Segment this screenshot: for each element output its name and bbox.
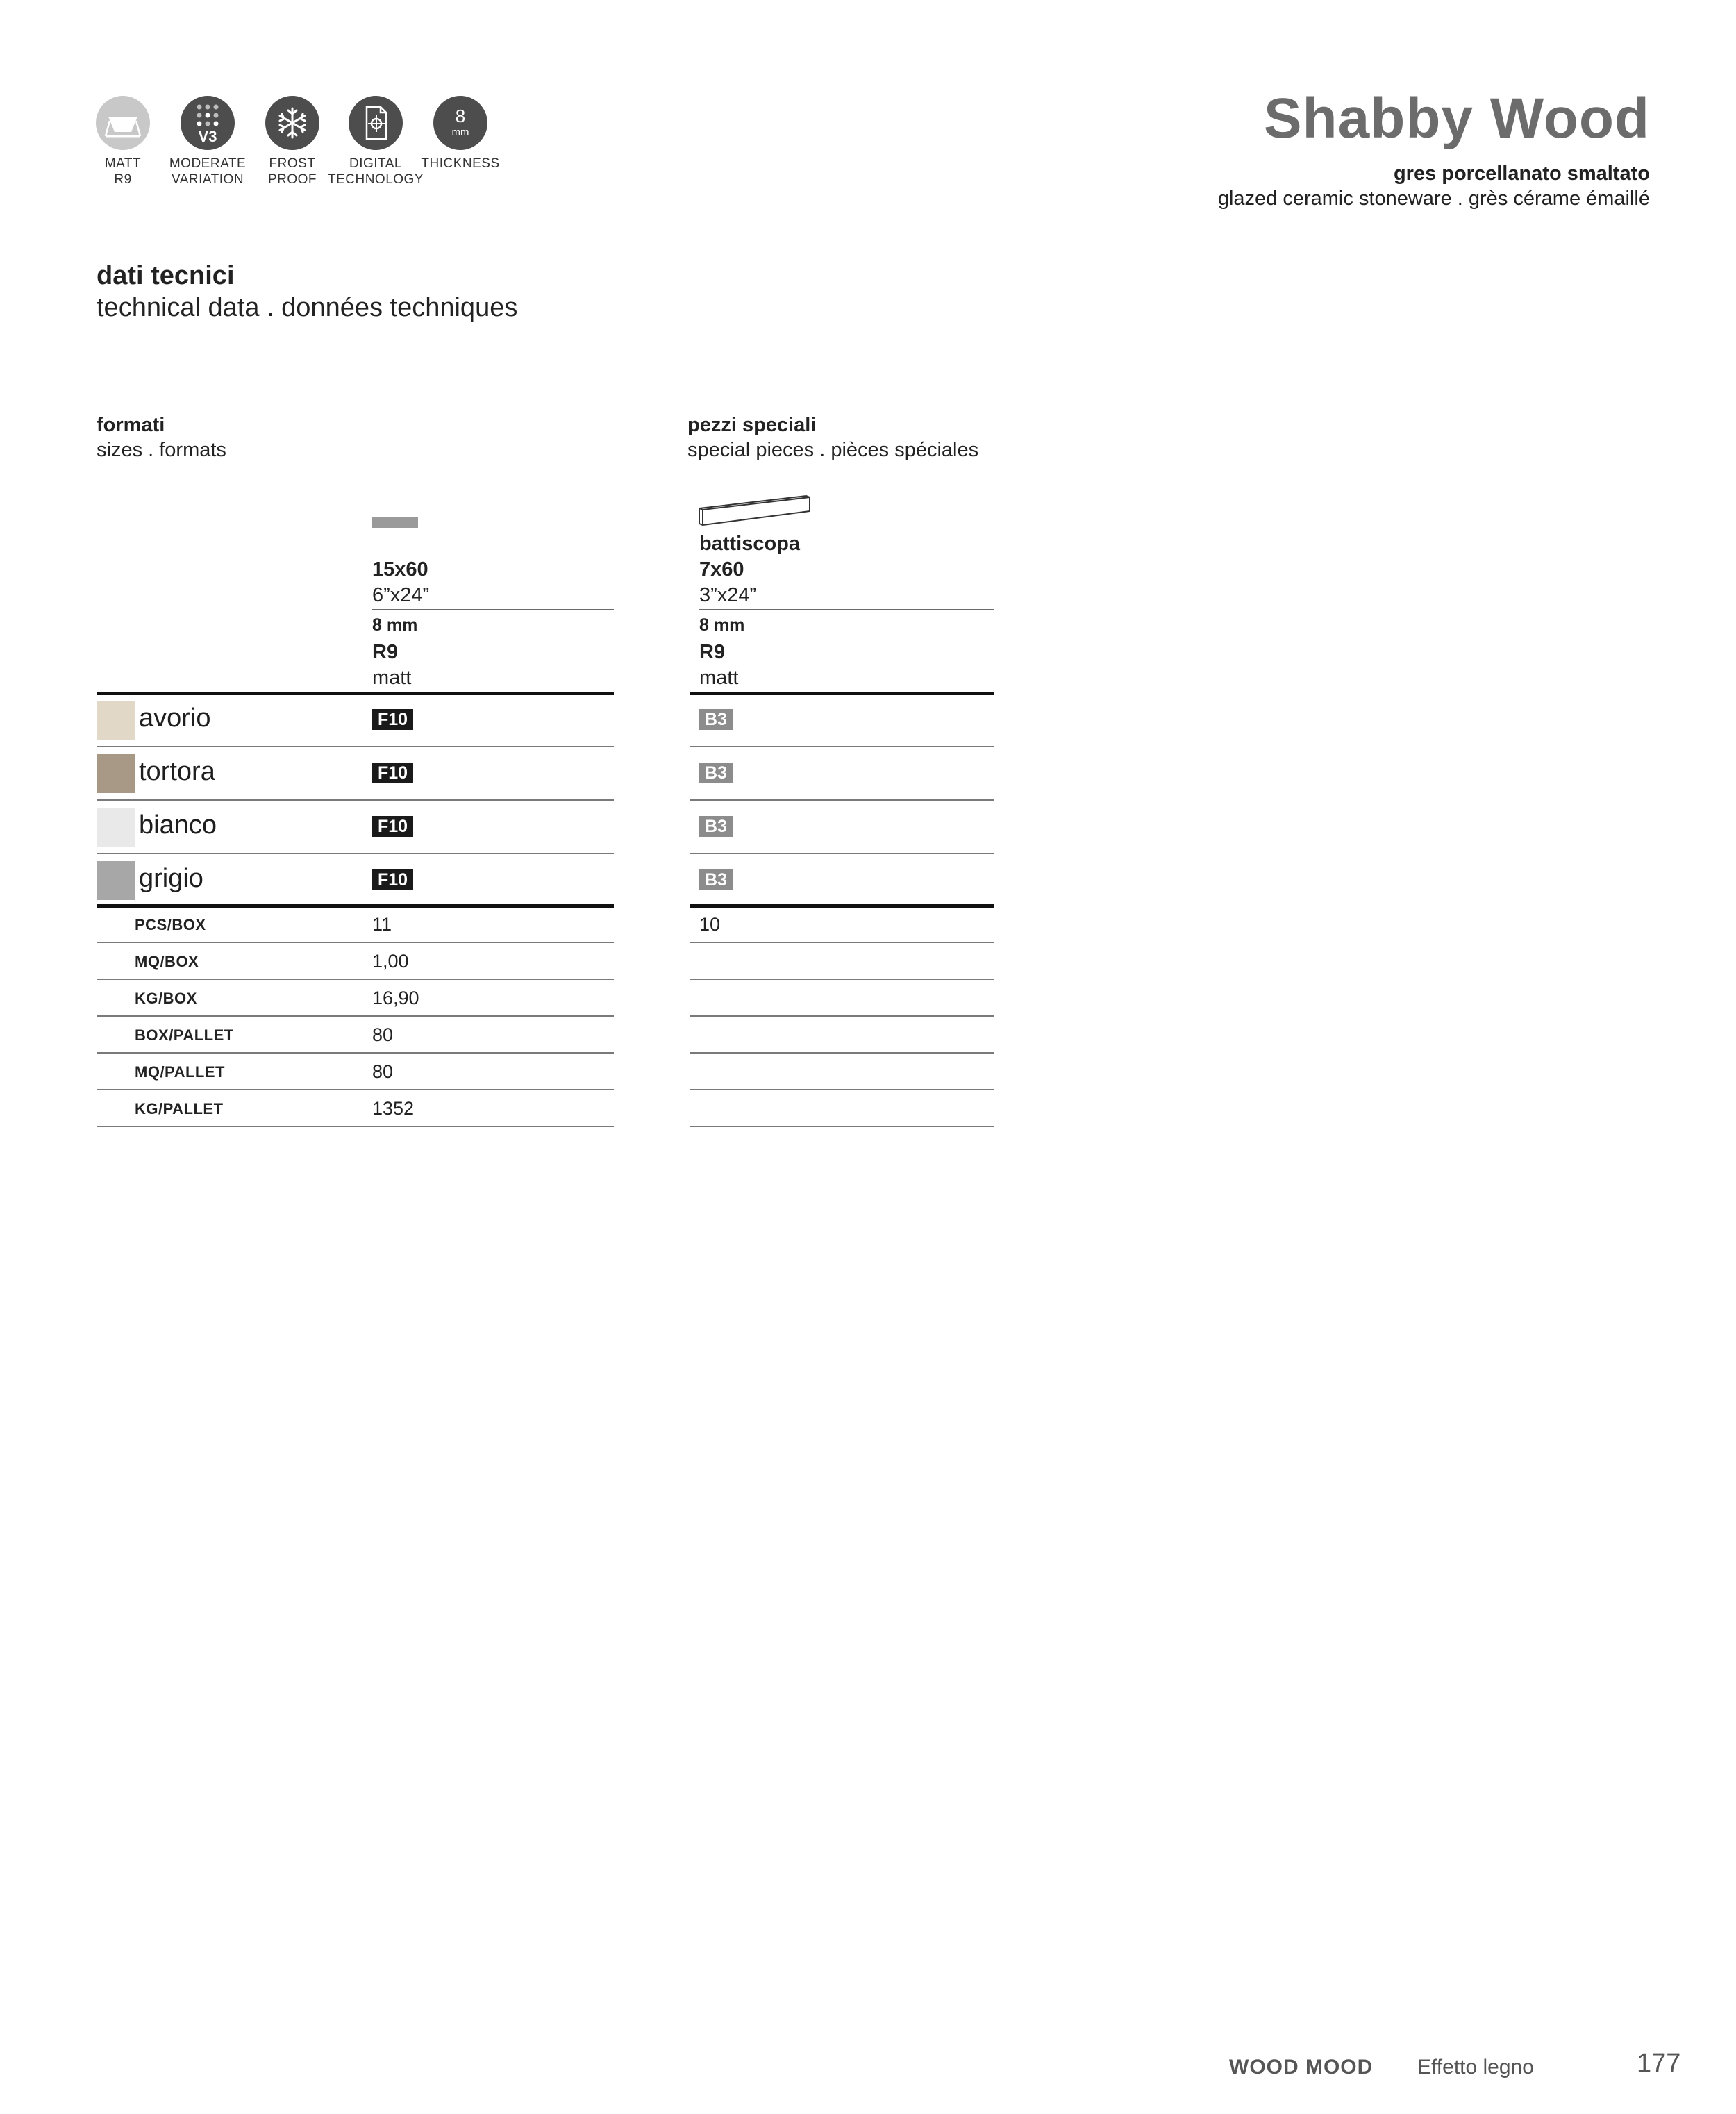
tile-format-icon [372,517,418,528]
format-properties [372,613,417,691]
table-top-rule [97,692,614,695]
packaging-format-value: 1,00 [372,951,409,972]
row-divider [97,1015,614,1017]
thickness-unit: mm [451,126,469,138]
special-size-inch: 3”x24” [699,584,757,606]
packaging-format-value: 16,90 [372,988,419,1008]
format-code-badge: F10 [372,709,413,730]
feature-matt [74,96,172,188]
feature-variation [159,96,256,188]
table-middle-rule [690,904,994,908]
packaging-label: KG/PALLET [135,1100,224,1117]
feature-digital-technology [327,96,424,188]
feature-label-line2: R9 [114,172,132,187]
row-divider [690,942,994,943]
row-divider [690,1052,994,1054]
packaging-label: PCS/BOX [135,916,206,933]
packaging-format-value: 80 [372,1061,394,1082]
row-divider [97,1126,614,1127]
packaging-label: MQ/PALLET [135,1063,225,1081]
packaging-format-value: 1352 [372,1098,415,1119]
table-top-rule [690,692,994,695]
formats-title: formati [97,414,165,436]
feature-label-line1: THICKNESS [421,156,500,171]
row-divider [690,979,994,980]
section-title: dati tecnici [97,261,235,290]
color-name: avorio [139,704,211,733]
special-pieces-subtitle: special pieces . pièces spéciales [687,439,979,461]
color-swatch-bianco [97,808,135,847]
row-divider [97,1052,614,1054]
row-divider [690,1015,994,1017]
format-size: 15x60 [372,558,428,581]
special-pieces-title: pezzi speciali [687,414,817,436]
feature-frost-proof [244,96,341,188]
format-slip-rating: R9 [372,641,399,663]
format-thickness: 8 mm [372,615,418,635]
packaging-label: MQ/BOX [135,953,199,970]
material-subtitle-it: gres porcellanato smaltato [1393,163,1650,185]
footer-brand: WOOD MOOD [1229,2056,1374,2079]
format-finish: matt [372,667,412,689]
table-middle-rule [97,904,614,908]
packaging-label: BOX/PALLET [135,1026,234,1044]
row-divider [97,979,614,980]
variation-icon [181,96,235,150]
feature-label-line1: DIGITAL [349,156,402,171]
page-title: Shabby Wood [1263,87,1650,150]
color-swatch-avorio [97,701,135,740]
feature-thickness [412,96,509,172]
formats-subtitle: sizes . formats [97,439,226,461]
section-subtitle: technical data . données techniques [97,293,518,322]
matt-surface-icon [96,96,150,150]
variation-badge: V3 [198,128,217,145]
special-slip-rating: R9 [699,641,726,663]
row-divider [690,1089,994,1090]
format-spec [372,557,429,608]
feature-label-line2: TECHNOLOGY [327,172,424,187]
packaging-special-value: 10 [699,914,721,935]
feature-label-line1: MODERATE [169,156,247,171]
special-code-badge: B3 [699,763,733,783]
material-subtitle-en-fr: glazed ceramic stoneware . grès cérame émaillé [1217,188,1650,210]
divider [372,609,614,610]
row-divider [97,1089,614,1090]
color-name: tortora [139,757,215,786]
color-swatch-tortora [97,754,135,793]
feature-label-line2: VARIATION [171,172,244,187]
special-spec [699,531,800,608]
format-code-badge: F10 [372,763,413,783]
digital-technology-icon [349,96,403,150]
special-properties [699,613,744,691]
footer-subtitle: Effetto legno [1417,2056,1534,2079]
row-divider [97,799,614,801]
row-divider [690,1126,994,1127]
format-code-badge: F10 [372,816,413,837]
color-swatch-grigio [97,861,135,900]
feature-label-line1: FROST [269,156,316,171]
snowflake-icon [265,96,319,150]
feature-label-line1: MATT [104,156,142,171]
format-code-badge: F10 [372,869,413,890]
color-name: bianco [139,810,217,840]
divider [699,609,994,610]
row-divider [97,942,614,943]
row-divider [690,853,994,854]
thickness-value: 8 [455,106,466,126]
skirting-board-icon [696,489,812,534]
special-thickness: 8 mm [699,615,745,635]
row-divider [97,853,614,854]
page-number: 177 [1637,2049,1681,2078]
feature-label-line2: PROOF [267,172,317,187]
special-size: 7x60 [699,558,744,581]
special-code-badge: B3 [699,816,733,837]
row-divider [97,746,614,747]
row-divider [690,799,994,801]
special-finish: matt [699,667,739,689]
row-divider [690,746,994,747]
packaging-format-value: 80 [372,1024,394,1045]
packaging-label: KG/BOX [135,990,197,1007]
special-name: battiscopa [699,533,801,555]
special-code-badge: B3 [699,709,733,730]
thickness-icon [433,96,487,150]
packaging-format-value: 11 [372,914,392,935]
color-name: grigio [139,864,203,893]
special-code-badge: B3 [699,869,733,890]
format-size-inch: 6”x24” [372,584,430,606]
